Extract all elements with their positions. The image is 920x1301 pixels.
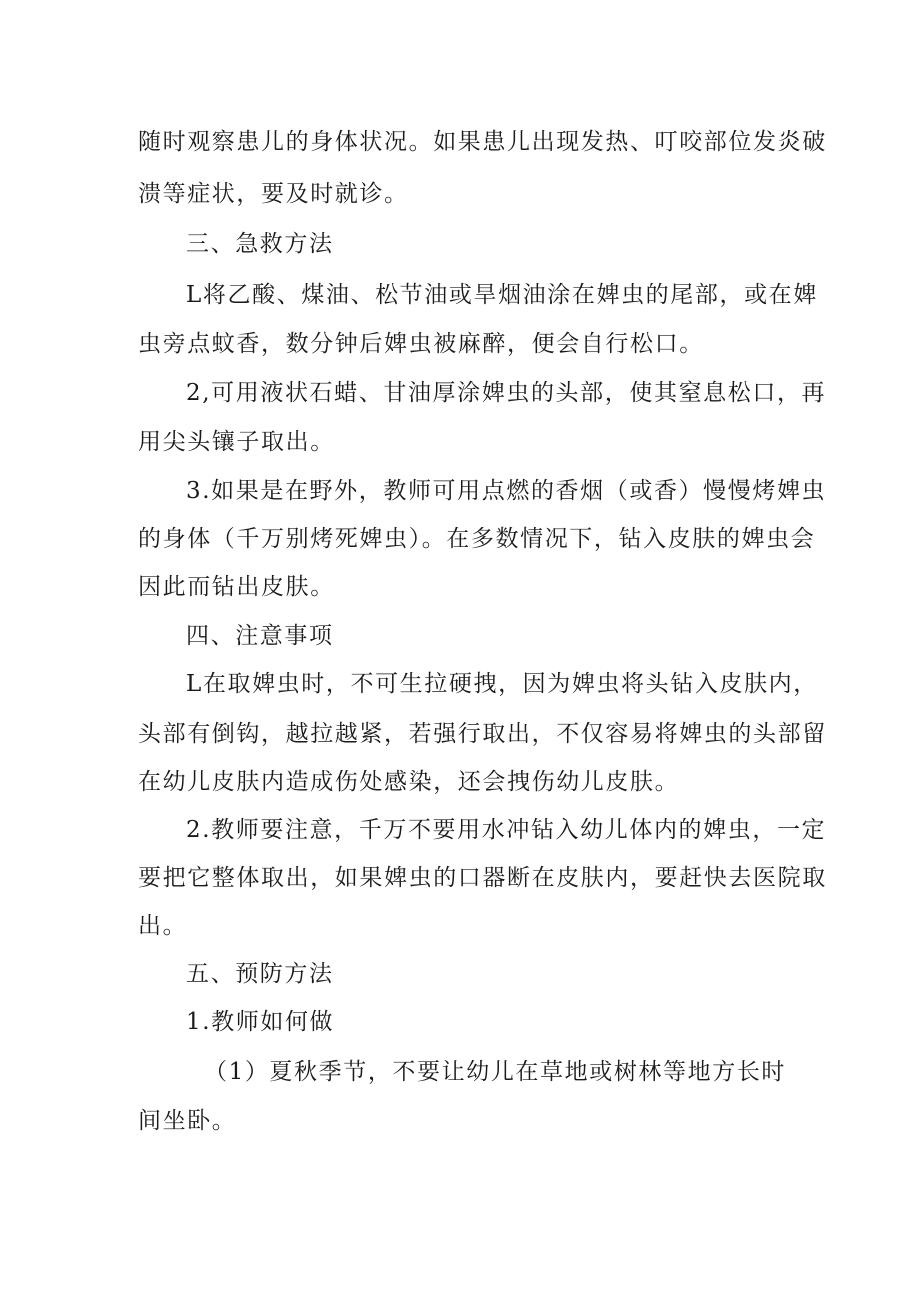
body-text-line: 用尖头镶子取出。 <box>138 429 335 455</box>
body-text-line: 头部有倒钩，越拉越紧，若强行取出，不仅容易将婢虫的头部留 <box>138 721 827 747</box>
body-text-line: 在幼儿皮肤内造成伤处感染，还会拽伤幼儿皮肤。 <box>138 769 680 795</box>
subsection-heading: 1.教师如何做 <box>186 1009 335 1035</box>
section-heading: 三、急救方法 <box>186 231 334 257</box>
body-text-line: 间坐卧。 <box>138 1108 237 1134</box>
body-text-line: L在取婢虫时，不可生拉硬拽，因为婢虫将头钻入皮肤内， <box>186 671 818 697</box>
body-text-line: 虫旁点蚊香，数分钟后婢虫被麻醉，便会自行松口。 <box>138 331 704 357</box>
body-text-line: 要把它整体取出，如果婢虫的口器断在皮肤内，要赶快去医院取 <box>138 865 827 891</box>
body-text-line: 出。 <box>138 913 188 939</box>
body-text-line: 溃等症状，要及时就诊。 <box>138 181 409 207</box>
body-text-line: 随时观察患儿的身体状况。如果患儿出现发热、叮咬部位发炎破 <box>138 129 827 155</box>
body-text-line: 2.教师要注意，千万不要用水冲钻入幼儿体内的婢虫，一定 <box>186 817 827 843</box>
body-text-line: （1）夏秋季节，不要让幼儿在草地或树林等地方长时 <box>204 1059 787 1085</box>
body-text-line: 3.如果是在野外，教师可用点燃的香烟（或香）慢慢烤婢虫 <box>186 478 827 504</box>
body-text-line: 2,可用液状石蜡、甘油厚涂婢虫的头部，使其窒息松口，再 <box>186 380 827 406</box>
body-text-line: 的身体（千万别烤死婢虫）。在多数情况下，钻入皮肤的婢虫会 <box>138 526 816 552</box>
body-text-line: 因此而钻出皮肤。 <box>138 574 335 600</box>
body-text-line: L将乙酸、煤油、松节油或旱烟油涂在婢虫的尾部，或在婢 <box>186 282 818 308</box>
section-heading: 五、预防方法 <box>186 961 334 987</box>
section-heading: 四、注意事项 <box>186 623 334 649</box>
